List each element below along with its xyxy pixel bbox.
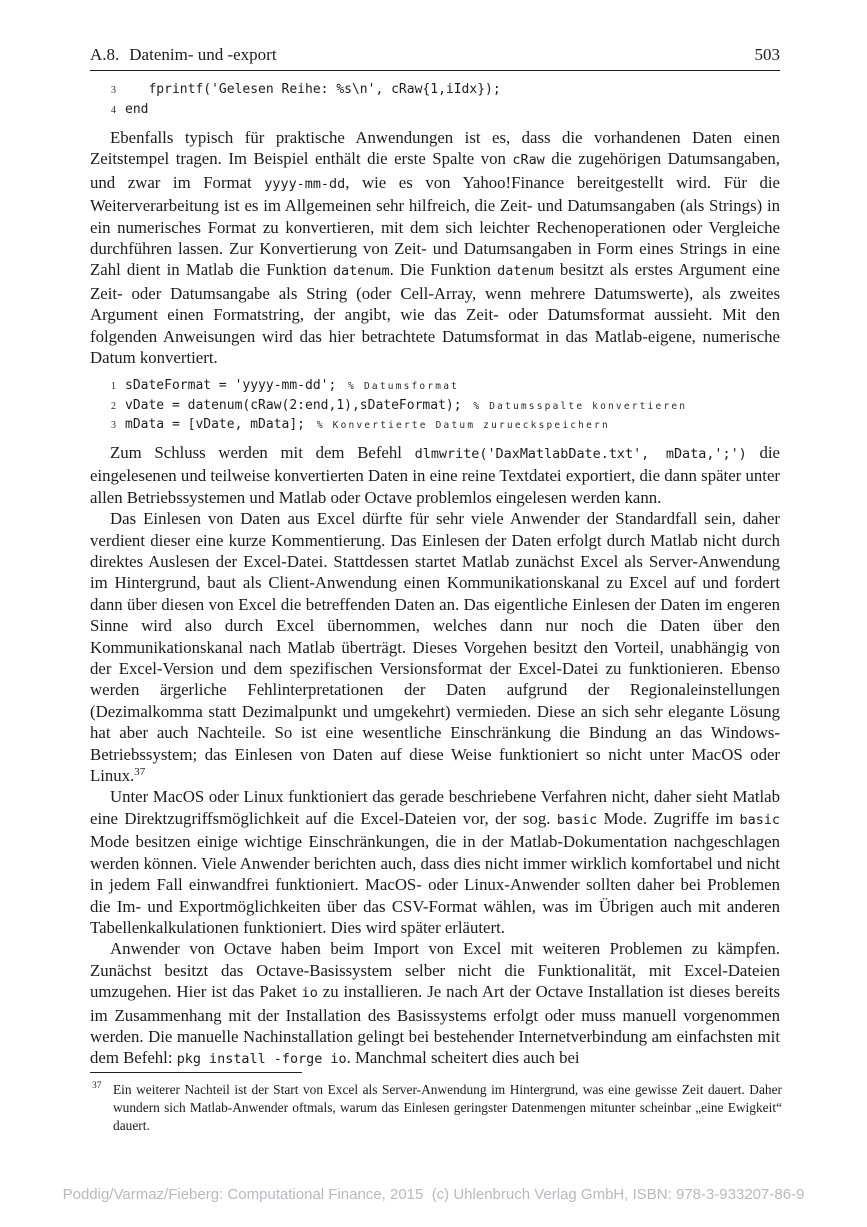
- header-rule: [90, 70, 780, 71]
- text-segment: Ebenfalls typisch für praktische Anwendungen ist es, dass die vorhandenen Daten einen Zeitstempel tragen. Im Beispiel enthält die erste Spalte von: [90, 128, 780, 169]
- running-header: [90, 45, 780, 65]
- paragraph-timestamps: [90, 127, 780, 368]
- footnote-37: [90, 1081, 782, 1134]
- text-segment: die eingelesenen und teilweise konvertierten Daten in eine reine Textdatei exportiert, die dann später unter allen Betriebssystemen und Matlab oder Octave problemlos eingelesen werden kann.: [90, 442, 780, 507]
- text-segment: Unter MacOS oder Linux funktioniert das gerade beschriebene Verfahren nicht, daher sieht Matlab eine Direktzugriffsmöglichkeit auf die Excel-Dateien vor, der sog.: [90, 787, 780, 828]
- page-content: [90, 0, 780, 1071]
- code-line: [104, 101, 780, 121]
- code-text: mData = [vDate, mData];: [125, 417, 313, 433]
- code-line: [104, 416, 780, 436]
- code-text: fprintf('Gelesen Reihe: %s\n', cRaw{1,iIdx});: [125, 82, 501, 97]
- page-number: 503: [754, 45, 780, 64]
- code-text: vDate = datenum(cRaw(2:end,1),sDateFormat);: [125, 397, 470, 413]
- code-text: sDateFormat = 'yyyy-mm-dd';: [125, 378, 345, 394]
- text-segment: . Manchmal scheitert dies auch bei: [346, 1048, 580, 1068]
- inline-code: io: [301, 986, 318, 1002]
- code-line: [104, 397, 780, 417]
- inline-code: dlmwrite('DaxMatlabDate.txt', mData,';'): [414, 446, 747, 462]
- text-segment: Mode besitzen einige wichtige Einschränkungen, die in der Matlab-Dokumentation nachgeschlagen werden können. Viele Anwender berichten auch, dass dies nicht immer wirklich komfortabel und nicht in jedem Fall einwandfrei funktioniert. MacOS- oder Linux-Anwender sollten daher bei Problemen die Im- und Exportmöglichkeiten über das CSV-Format wählen, was im Übrigen auch mit anderen Tabellenkalkulationen funktioniert. Dies wird später erläutert.: [90, 832, 780, 937]
- footnote-text: Ein weiterer Nachteil ist der Start von Excel als Server-Anwendung im Hintergrund, was eine gewisse Zeit dauert. Daher wundern sich Matlab-Anwender oftmals, warum das Einlesen geringster Datenmengen mitunter scheinbar „eine Ewigkeit“ dauert.: [113, 1082, 782, 1133]
- section-heading: [90, 45, 277, 65]
- code-line-number: 3: [111, 85, 116, 96]
- paragraph-excel-import: [90, 508, 780, 786]
- text-segment: Anwender von Octave haben beim Import von Excel mit weiteren Problemen zu kämpfen. Zunächst besitzt das Octave-Basissystem selber nicht die Funktionalität, mit Excel-Dateien umzugehen. Hier ist das Paket: [90, 939, 780, 1002]
- inline-code: cRaw: [512, 153, 545, 169]
- code-text: end: [125, 101, 149, 117]
- paragraph-macos-linux-basic-mode: [90, 786, 780, 938]
- inline-code: pkg install -forge io: [176, 1052, 347, 1068]
- inline-code: datenum: [497, 264, 554, 280]
- code-line: [104, 377, 780, 397]
- code-line: [104, 81, 780, 101]
- section-number: A.8.: [90, 45, 120, 64]
- text-segment: , wie es von Yahoo!Finance bereitgestellt wird. Für die Weiterverarbeitung ist es im Allgemeinen sehr hilfreich, die Zeit- und Datumsangaben (als Strings) in ein numerisches Format zu konvertieren, mit dem sich leichter Rechenoperationen oder Vergleiche durchführen lassen. Zur Konvertierung von Zeit- und Datumsangaben in Form eines Strings in eine Zahl dient in Matlab die Funktion: [90, 172, 780, 280]
- code-block-datenum: [104, 377, 780, 436]
- text-segment: . Die Funktion: [389, 260, 498, 280]
- code-line-number: 1: [111, 381, 116, 393]
- text-segment: Zum Schluss werden mit dem Befehl: [110, 442, 415, 462]
- text-segment: Mode. Zugriffe im: [597, 808, 740, 828]
- inline-code: yyyy-mm-dd: [264, 176, 346, 192]
- copyright-footer: Poddig/Varmaz/Fieberg: Computational Finance, 2015 (c) Uhlenbruch Verlag GmbH, ISBN: 978-3-933207-86-9: [62, 1186, 805, 1203]
- text-segment: besitzt als erstes Argument eine Zeit- oder Datumsangabe als String (oder Cell-Array, wenn mehrere Datumswerte), als zweites Argument einen Formatstring, der angibt, wie das Zeit- oder Datumsformat aussieht. Mit den folgenden Anweisungen wird das hier betrachtete Datumsformat in das Matlab-eigene, numerische Datum konvertiert.: [90, 260, 780, 368]
- inline-code: datenum: [332, 264, 390, 280]
- footnote-rule: [90, 1072, 302, 1073]
- paragraph-octave-io-package: [90, 938, 780, 1070]
- code-line-number: 3: [111, 420, 116, 432]
- text-segment: zu installieren. Je nach Art der Octave Installation ist dieses bereits im Zusammenhang mit der Installation des Basissystems erfolgt oder muss manuell vorgenommen werden. Die manuelle Nachinstallation gelingt bei bestehender Internetverbindung am einfachsten mit dem Befehl:: [90, 982, 780, 1068]
- code-comment: % Konvertierte Datum zurueckspeichern: [316, 420, 610, 432]
- code-line-number: 2: [111, 400, 116, 412]
- inline-code: basic: [556, 812, 598, 828]
- code-comment: % Datumsspalte konvertieren: [473, 400, 688, 412]
- code-line-number: 4: [111, 104, 116, 116]
- code-comment: % Datumsformat: [348, 381, 460, 393]
- inline-code: basic: [739, 812, 780, 828]
- code-block-fprintf: [104, 81, 780, 120]
- text-segment: die zugehörigen Datumsangaben, und zwar im Format: [90, 149, 780, 192]
- text-segment: Das Einlesen von Daten aus Excel dürfte für sehr viele Anwender der Standardfall sein, daher verdient dieser eine kurze Kommentierung. Das Einlesen der Daten erfolgt durch Matlab nicht durch direktes Auslesen der Excel-Datei. Stattdessen startet Matlab zunächst Excel als Server-Anwendung im Hintergrund, baut als Client-Anwendung einen Kommunikationskanal zu Excel auf und fordert dann über diesen von Excel die betreffenden Daten an. Das eigentliche Einlesen der Daten im engeren Sinne wird also durch Excel übernommen, welches dann nur noch die Daten über den Kommunikationskanal nach Matlab überträgt. Dieses Vorgehen besitzt den Vorteil, unabhängig von der Excel-Version und dem spezifischen Versionsformat der Excel-Datei zu funktionieren. Ebenso werden ärgerliche Fehlinterpretationen der Daten aufgrund der Regionaleinstellungen (Dezimalkomma statt Dezimalpunkt und umgekehrt) vermieden. Diese an sich sehr elegante Lösung hat aber auch Nachteile. So ist eine wesentliche Einschränkung die Bindung an das Windows-Betriebssystem; das Einlesen von Daten auf diese Weise funktioniert so nicht unter MacOS oder Linux.: [90, 509, 780, 786]
- footnote-ref: 37: [134, 766, 146, 779]
- section-title: Datenim- und -export: [129, 45, 277, 64]
- paragraph-dlmwrite-export: [90, 442, 780, 508]
- footnote-marker: 37: [92, 1081, 102, 1091]
- footnote-area: [90, 1072, 782, 1134]
